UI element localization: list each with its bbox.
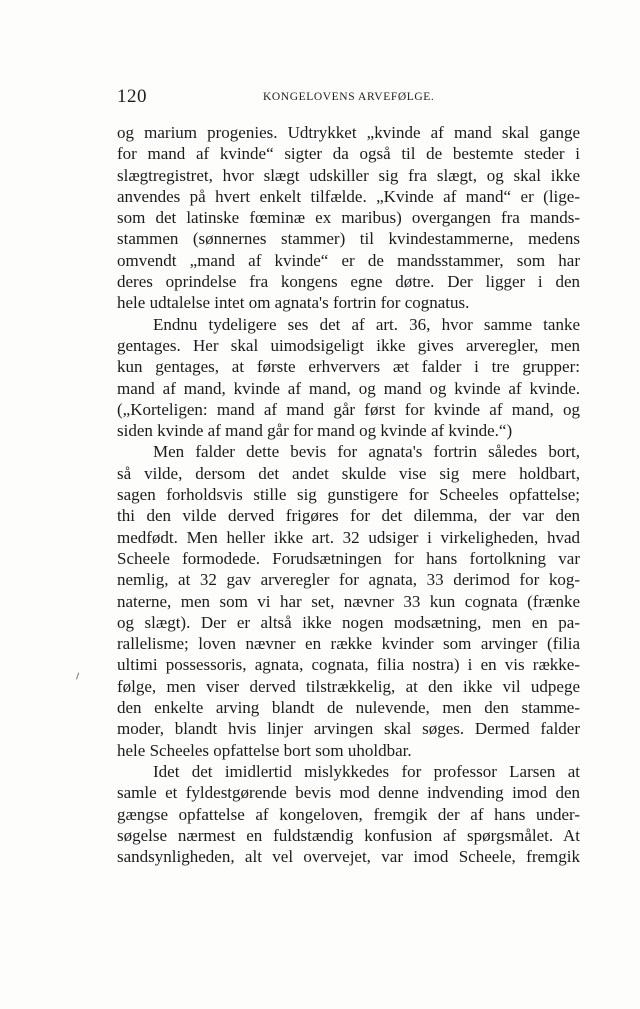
text-line: sagen forholdsvis stille sig gunstigere for Scheeles opfattelse; xyxy=(117,485,580,505)
text-line: den enkelte arving blandt de nulevende, men den stamme- xyxy=(117,698,580,718)
text-line: omvendt „mand af kvinde“ er de mandsstammer, som har xyxy=(117,250,580,270)
text-line: gængse opfattelse af kongeloven, fremgik der af hans under- xyxy=(117,804,580,824)
text-line: („Korteligen: mand af mand går først for kvinde af mand, og xyxy=(117,399,580,419)
text-line: anvendes på hvert enkelt tilfælde. „Kvinde af mand“ er (lige- xyxy=(117,186,580,206)
running-title: KONGELOVENS ARVEFØLGE. xyxy=(263,91,435,103)
text-line: thi den vilde derved frigøres for det dilemma, der var den xyxy=(117,506,580,526)
text-line: hele udtalelse intet om agnata's fortrin for cognatus. xyxy=(117,293,470,313)
page-number: 120 xyxy=(117,86,147,107)
text-line: siden kvinde af mand går for mand og kvinde af kvinde.“) xyxy=(117,421,513,441)
text-line: hele Scheeles opfattelse bort som uholdbar. xyxy=(117,740,412,760)
text-line: mand af mand, kvinde af mand, og mand og kvinde af kvinde. xyxy=(117,378,580,398)
text-line: søgelse nærmest en fuldstændig konfusion af spørgsmålet. At xyxy=(117,825,580,845)
text-line: og slægt). Der er altså ikke nogen modsætning, men en pa- xyxy=(117,612,580,632)
text-line: nemlig, at 32 gav arveregler for agnata, 33 derimod for kog- xyxy=(117,570,580,590)
text-line: ultimi possessoris, agnata, cognata, filia nostra) i en vis række- xyxy=(117,655,580,675)
text-line: rallelisme; loven nævner en række kvinder som arvinger (filia xyxy=(117,634,580,654)
text-line: medfødt. Men heller ikke art. 32 udsiger i virkeligheden, hvad xyxy=(117,527,580,547)
body-text xyxy=(117,122,580,867)
text-line: slægtregistret, hvor slægt udskiller sig fra slægt, og skal ikke xyxy=(117,165,580,185)
text-line: moder, blandt hvis linjer arvingen skal søges. Dermed falder xyxy=(117,719,580,739)
text-line: følge, men viser derved tilstrækkelig, at den ikke vil udpege xyxy=(117,676,580,696)
text-line: for mand af kvinde“ sigter da også til de bestemte steder i xyxy=(117,144,580,164)
text-line: deres oprindelse fra kongens egne døtre. Der ligger i den xyxy=(117,272,580,292)
text-line: stammen (sønnernes stammer) til kvindestammerne, medens xyxy=(117,229,580,249)
text-line: Scheele formodede. Forudsætningen for hans fortolkning var xyxy=(117,548,580,568)
paragraph-start-line: Men falder dette bevis for agnata's fortrin således bort, xyxy=(153,442,580,462)
text-line: kun gentages, at første erhververs æt falder i tre grupper: xyxy=(117,357,580,377)
paragraph-start-line: Idet det imidlertid mislykkedes for professor Larsen at xyxy=(153,761,580,781)
text-line: så vilde, dersom det andet skulde vise sig mere holdbart, xyxy=(117,463,580,483)
text-line: samle et fyldestgørende bevis mod denne indvending imod den xyxy=(117,783,580,803)
page-header xyxy=(117,86,580,108)
text-line: og marium progenies. Udtrykket „kvinde af mand skal gange xyxy=(117,123,580,142)
text-line: som det latinske fœminæ ex maribus) overgangen fra mands- xyxy=(117,208,580,228)
paragraph-start-line: Endnu tydeligere ses det af art. 36, hvor samme tanke xyxy=(153,314,580,334)
text-line: sandsynligheden, alt vel overvejet, var imod Scheele, fremgik xyxy=(117,847,580,867)
text-line: naterne, men som vi har set, nævner 33 kun cognata (frænke xyxy=(117,591,580,611)
text-line: gentages. Her skal uimodsigeligt ikke gives arveregler, men xyxy=(117,335,580,355)
